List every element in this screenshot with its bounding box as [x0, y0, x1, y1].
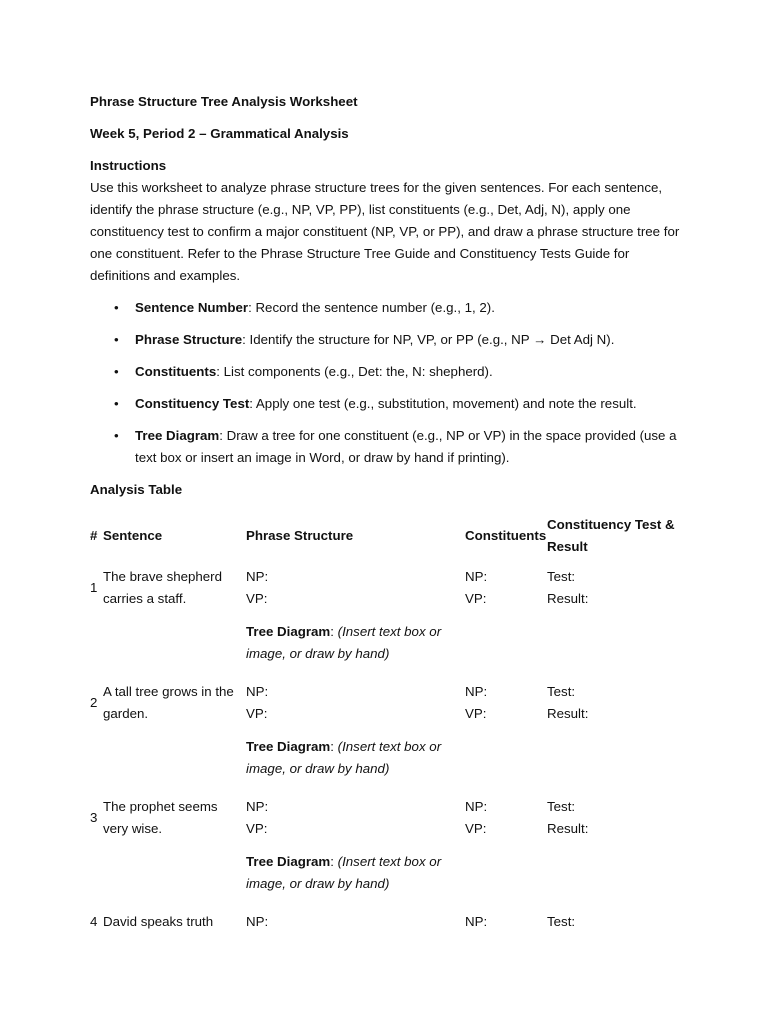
- row-number: 3: [90, 810, 98, 825]
- vp-field: VP:: [246, 591, 268, 606]
- list-item-term: Phrase Structure: [135, 332, 243, 347]
- phrase-structure-cell[interactable]: [246, 791, 465, 840]
- list-item-term: Tree Diagram: [135, 428, 220, 443]
- list-item-text: : List components (e.g., Det: the, N: shepherd).: [216, 364, 493, 379]
- tree-diagram-cell[interactable]: [246, 725, 465, 791]
- test-field: Test:: [547, 799, 576, 814]
- list-item-text: : Record the sentence number (e.g., 1, 2).: [248, 300, 495, 315]
- sentence-cell: The prophet seems very wise.: [103, 799, 218, 836]
- np-field: NP:: [465, 799, 488, 814]
- np-field: NP:: [246, 914, 269, 929]
- bullet-icon: •: [114, 396, 119, 411]
- table-header-row: [90, 511, 690, 561]
- table-row: [90, 561, 690, 610]
- result-field: Result:: [547, 706, 589, 721]
- row-number: 2: [90, 695, 98, 710]
- list-item: [90, 329, 683, 351]
- header-sentence: Sentence: [103, 528, 163, 543]
- test-cell[interactable]: [547, 676, 690, 725]
- analysis-table: [90, 511, 690, 933]
- phrase-structure-cell[interactable]: [246, 561, 465, 610]
- tree-diagram-label: Tree Diagram: [246, 739, 331, 754]
- instructions-list: [90, 297, 690, 469]
- tree-diagram-row: [90, 840, 690, 906]
- test-field: Test:: [547, 684, 576, 699]
- list-item: [90, 393, 683, 415]
- header-constituency-test: Constituency Test & Result: [547, 517, 675, 554]
- constituents-cell[interactable]: [465, 676, 547, 725]
- list-item-text: : Draw a tree for one constituent (e.g., NP or VP) in the space provided (use a text box or insert an image in Word, or draw by hand if printing).: [135, 428, 677, 465]
- list-item: [90, 297, 683, 319]
- list-item-text: : Apply one test (e.g., substitution, movement) and note the result.: [249, 396, 637, 411]
- table-row: [90, 906, 690, 933]
- bullet-icon: •: [114, 332, 119, 347]
- constituents-cell[interactable]: [465, 791, 547, 840]
- np-field: NP:: [465, 684, 488, 699]
- np-field: NP:: [246, 684, 269, 699]
- document-title: Phrase Structure Tree Analysis Worksheet: [90, 94, 358, 109]
- tree-diagram-label: Tree Diagram: [246, 854, 331, 869]
- tree-diagram-label: Tree Diagram: [246, 624, 331, 639]
- vp-field: VP:: [465, 706, 487, 721]
- bullet-icon: •: [114, 300, 119, 315]
- test-field: Test:: [547, 914, 576, 929]
- header-constituents: Constituents: [465, 528, 547, 543]
- phrase-structure-cell[interactable]: [246, 676, 465, 725]
- constituents-cell[interactable]: [465, 561, 547, 610]
- tree-diagram-note: (Insert text box or image, or draw by hand): [246, 854, 442, 891]
- list-item: [90, 425, 683, 469]
- list-item-term: Sentence Number: [135, 300, 249, 315]
- np-field: NP:: [465, 914, 488, 929]
- result-field: Result:: [547, 591, 589, 606]
- instructions-heading: Instructions: [90, 158, 167, 173]
- bullet-icon: •: [114, 364, 119, 379]
- result-field: Result:: [547, 821, 589, 836]
- sentence-cell: David speaks truth: [103, 914, 214, 929]
- tree-diagram-note: (Insert text box or image, or draw by hand): [246, 739, 442, 776]
- test-cell[interactable]: [547, 906, 690, 933]
- list-item: [90, 361, 683, 383]
- week-period-heading: Week 5, Period 2 – Grammatical Analysis: [90, 126, 349, 141]
- tree-diagram-row: [90, 610, 690, 676]
- phrase-structure-cell[interactable]: [246, 906, 465, 933]
- test-cell[interactable]: [547, 791, 690, 840]
- tree-diagram-row: [90, 725, 690, 791]
- tree-diagram-sep: :: [330, 739, 338, 754]
- test-field: Test:: [547, 569, 576, 584]
- tree-diagram-sep: :: [330, 624, 338, 639]
- np-field: NP:: [246, 799, 269, 814]
- list-item-text: : Identify the structure for NP, VP, or PP (e.g., NP → Det Adj N).: [242, 332, 615, 347]
- bullet-icon: •: [114, 428, 119, 443]
- tree-diagram-note: (Insert text box or image, or draw by hand): [246, 624, 442, 661]
- constituents-cell[interactable]: [465, 906, 547, 933]
- row-number: 4: [90, 914, 98, 929]
- tree-diagram-sep: :: [330, 854, 338, 869]
- document-body: [90, 91, 690, 933]
- np-field: NP:: [465, 569, 488, 584]
- row-number: 1: [90, 580, 98, 595]
- vp-field: VP:: [246, 821, 268, 836]
- table-row: [90, 791, 690, 840]
- instructions-text: Use this worksheet to analyze phrase structure trees for the given sentences. For each sentence, identify the phrase structure (e.g., NP, VP, PP), list constituents (e.g., Det, Adj, N), apply one constituency test to confirm a major constituent (NP, VP, or PP), and draw a phrase structure tree for one constituent. Refer to the Phrase Structure Tree Guide and Constituency Tests Guide for definitions and examples.: [90, 180, 680, 283]
- sentence-cell: The brave shepherd carries a staff.: [103, 569, 223, 606]
- vp-field: VP:: [246, 706, 268, 721]
- analysis-table-heading: Analysis Table: [90, 482, 183, 497]
- test-cell[interactable]: [547, 561, 690, 610]
- np-field: NP:: [246, 569, 269, 584]
- sentence-cell: A tall tree grows in the garden.: [103, 684, 234, 721]
- tree-diagram-cell[interactable]: [246, 610, 465, 676]
- header-number: #: [90, 528, 98, 543]
- header-phrase-structure: Phrase Structure: [246, 528, 354, 543]
- vp-field: VP:: [465, 821, 487, 836]
- tree-diagram-cell[interactable]: [246, 840, 465, 906]
- vp-field: VP:: [465, 591, 487, 606]
- table-row: [90, 676, 690, 725]
- list-item-term: Constituents: [135, 364, 217, 379]
- list-item-term: Constituency Test: [135, 396, 250, 411]
